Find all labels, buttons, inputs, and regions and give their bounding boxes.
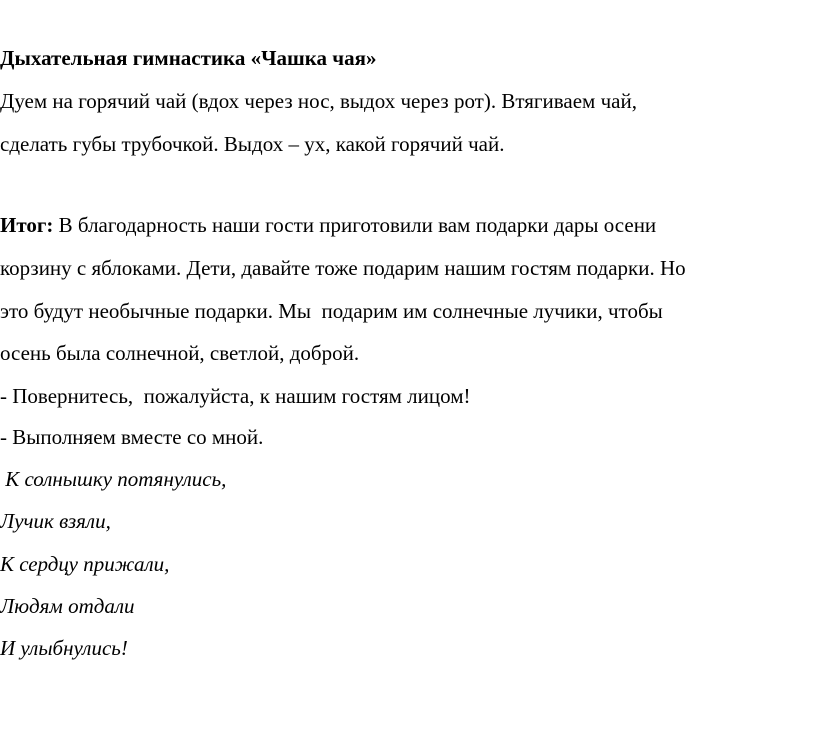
summary-text-line-4: осень была солнечной, светлой, доброй. bbox=[0, 341, 360, 365]
poem-line-2: Лучик взяли, bbox=[0, 509, 111, 533]
exercise-text-line-1: Дуем на горячий чай (вдох через нос, выдох через рот). Втягиваем чай, bbox=[0, 89, 637, 113]
summary-first-line-text: В благодарность наши гости приготовили вам подарки дары осени bbox=[53, 213, 657, 237]
exercise-text-line-2: сделать губы трубочкой. Выдох – ух, какой горячий чай. bbox=[0, 132, 505, 156]
poem-line-3: К сердцу прижали, bbox=[0, 552, 170, 576]
summary-first-line bbox=[0, 213, 656, 237]
exercise-title: Дыхательная гимнастика «Чашка чая» bbox=[0, 46, 377, 70]
poem-line-4: Людям отдали bbox=[0, 594, 135, 618]
instruction-line-2: - Выполняем вместе со мной. bbox=[0, 425, 264, 449]
instruction-line-1: - Повернитесь, пожалуйста, к нашим гостям лицом! bbox=[0, 384, 471, 408]
summary-text-line-3: это будут необычные подарки. Мы подарим им солнечные лучики, чтобы bbox=[0, 299, 663, 323]
summary-text-line-2: корзину с яблоками. Дети, давайте тоже подарим нашим гостям подарки. Но bbox=[0, 256, 686, 280]
summary-label: Итог: bbox=[0, 213, 54, 237]
poem-line-5: И улыбнулись! bbox=[0, 636, 128, 660]
poem-line-1: К солнышку потянулись, bbox=[0, 467, 227, 491]
